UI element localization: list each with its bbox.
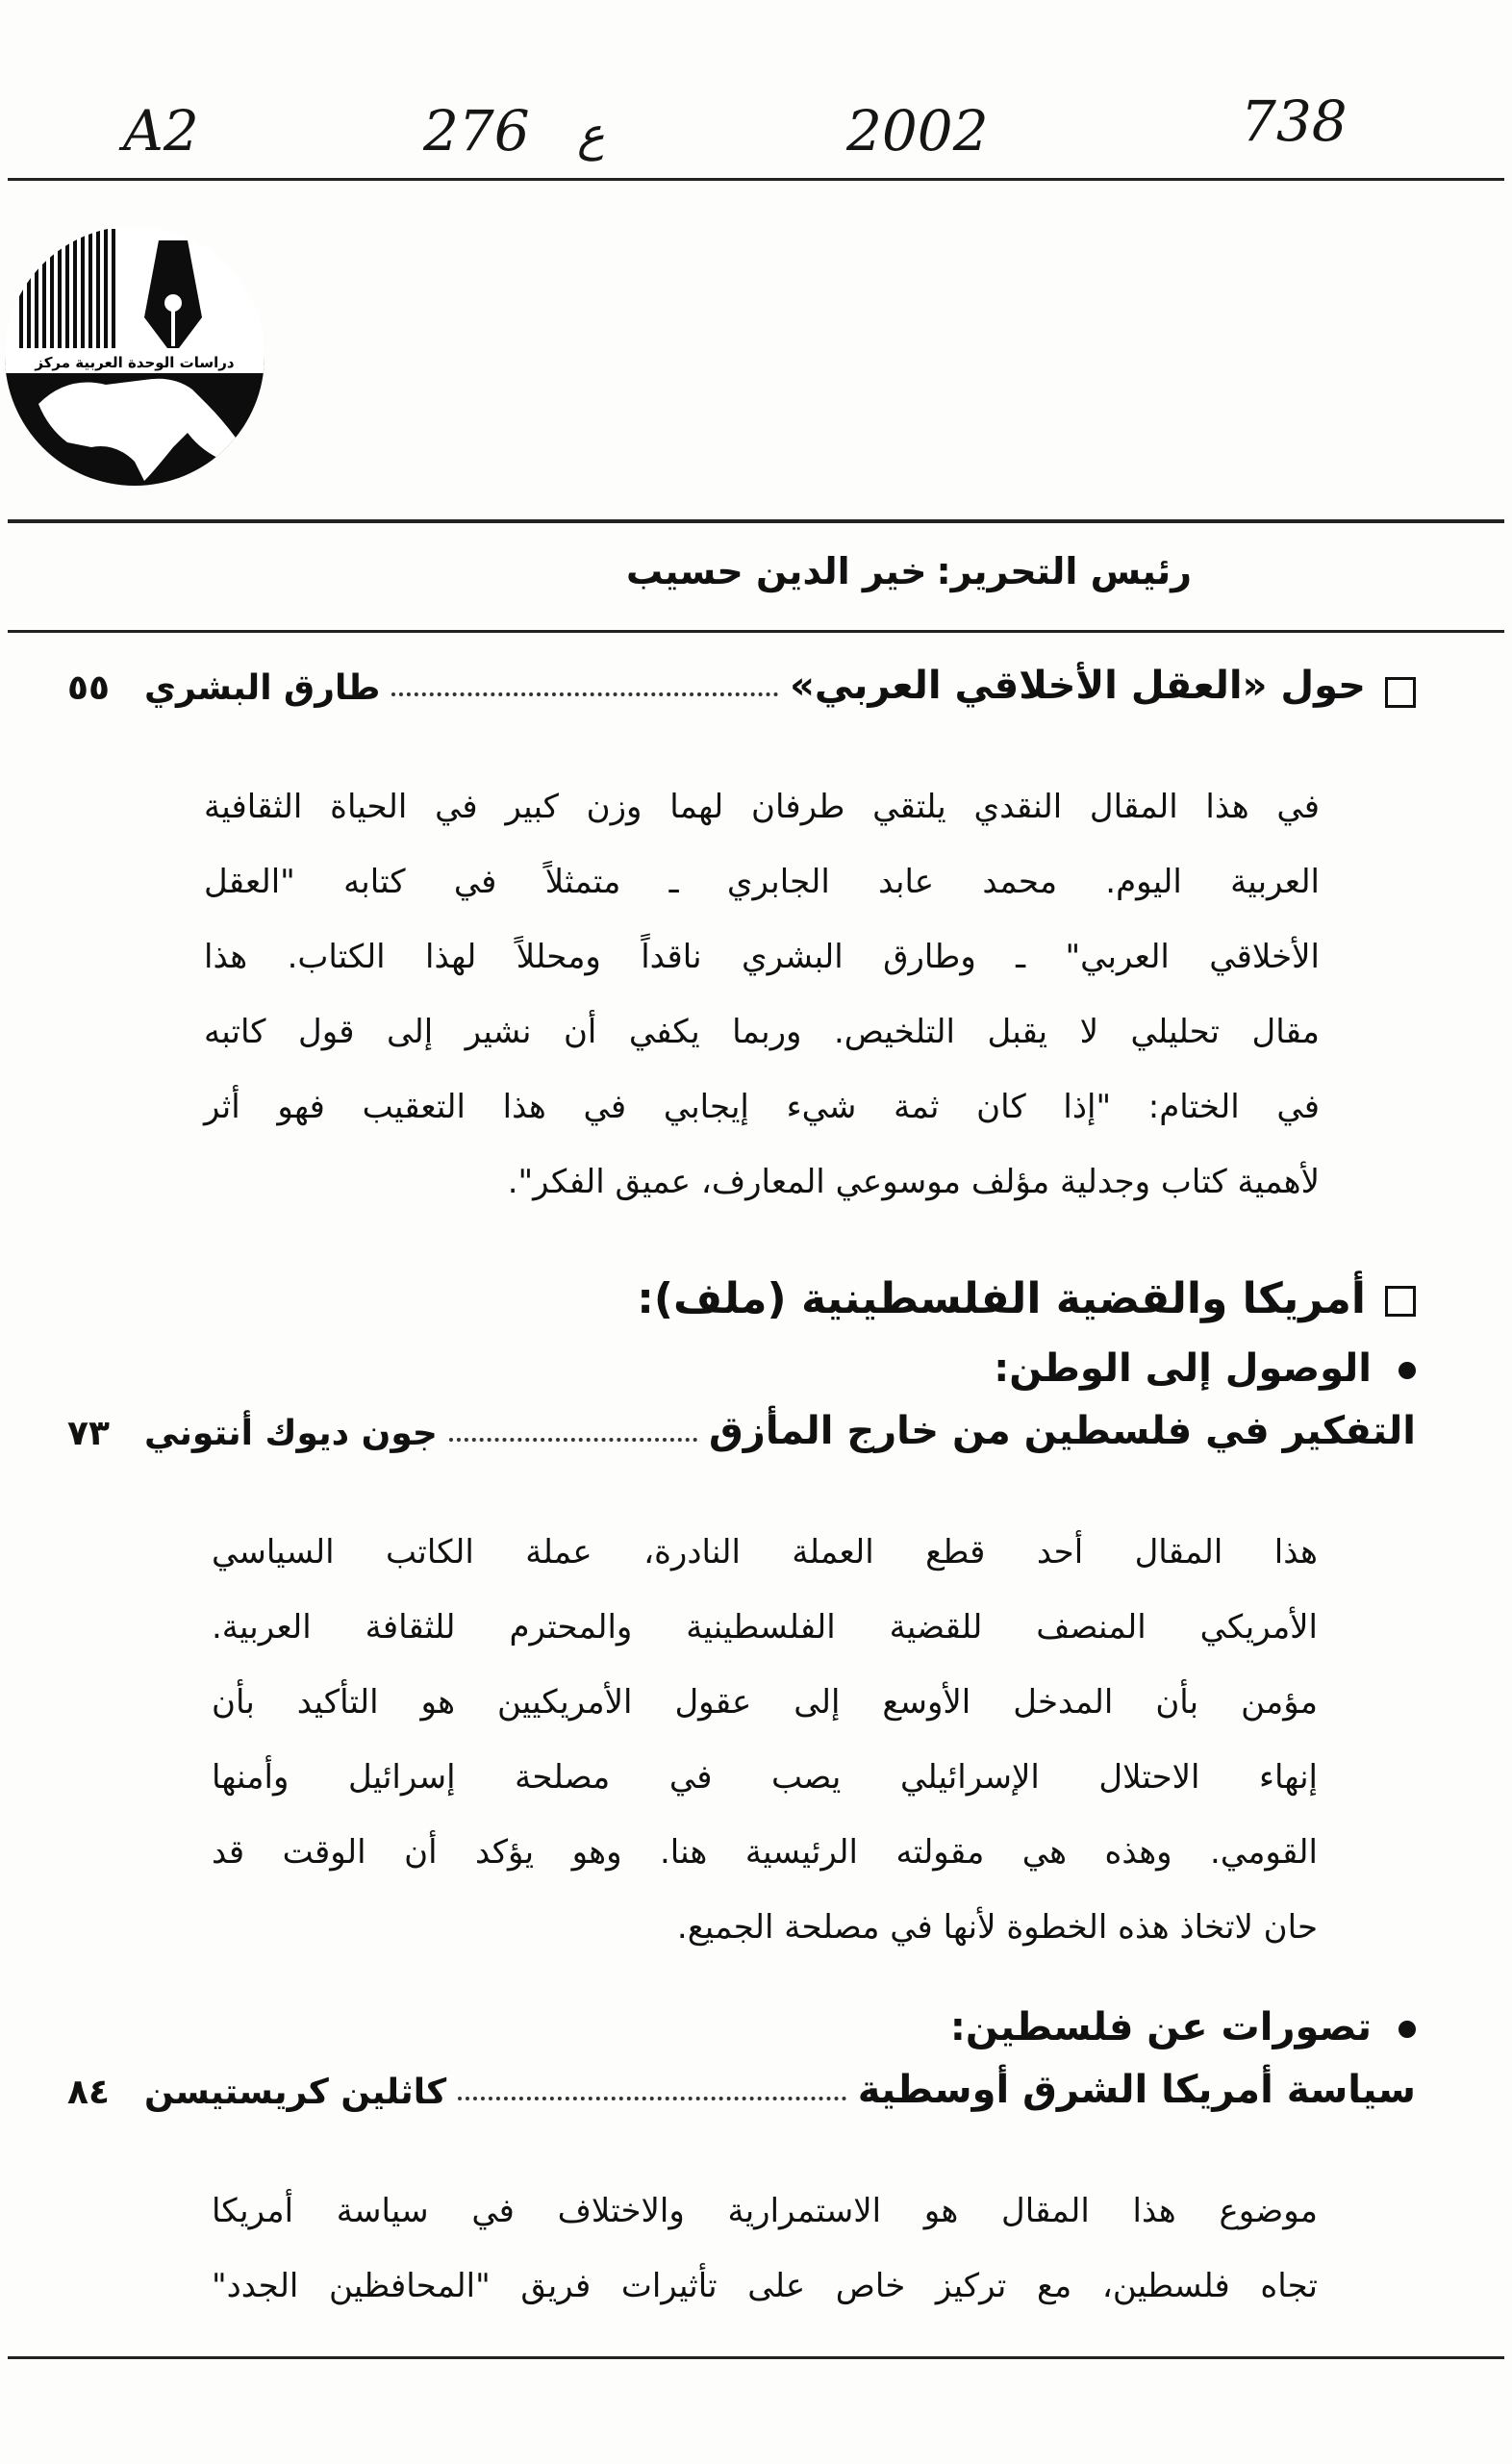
page-number: ٧٣ [67, 1414, 110, 1453]
summary-line: هذا المقال أحد قطع العملة النادرة، عملة الكاتب السياسي [212, 1533, 1318, 1571]
editor-name: خير الدين حسيب [625, 550, 927, 592]
editor-rule [8, 630, 1504, 633]
article-summary-2 [212, 1515, 1318, 1965]
leader-dots [449, 1438, 697, 1442]
handwritten-code: A2 [123, 98, 199, 163]
article-author: طارق البشري [143, 668, 381, 708]
summary-line: مقال تحليلي لا يقبل التلخيص. وربما يكفي أن نشير إلى قول كاتبه [204, 1013, 1320, 1051]
summary-line: موضوع هذا المقال هو الاستمرارية والاختلاف في سياسة أمريكا [212, 2192, 1318, 2230]
toc-entry-3 [67, 2068, 1416, 2112]
checkbox-icon [1385, 1286, 1416, 1317]
leader-dots [391, 692, 778, 696]
handwritten-year: 2002 [846, 98, 989, 163]
summary-line: مؤمن بأن المدخل الأوسع إلى عقول الأمريكيين هو التأكيد بأن [212, 1683, 1318, 1722]
bullet-icon [1399, 1362, 1416, 1379]
page-number: ٥٥ [67, 668, 110, 708]
summary-line: القومي. وهذه هي مقولته الرئيسية هنا. وهو يؤكد أن الوقت قد [212, 1833, 1318, 1872]
handwritten-letter: ع [577, 108, 605, 162]
article-author: كاثلين كريستيسن [143, 2073, 447, 2112]
article-summary-1 [204, 769, 1320, 1219]
publisher-logo [0, 212, 269, 505]
summary-line: الأمريكي المنصف للقضية الفلسطينية والمحترم للثقافة العربية. [212, 1608, 1318, 1647]
subhead-2: الوصول إلى الوطن: [994, 1346, 1416, 1391]
toc-entry-1 [67, 664, 1416, 708]
summary-line: العربية اليوم. محمد عابد الجابري ـ متمثلاً في كتابه "العقل [204, 863, 1320, 901]
summary-line: حان لاتخاذ هذه الخطوة لأنها في مصلحة الجميع. [676, 1908, 1318, 1947]
editor-in-chief [617, 550, 1192, 592]
bottom-rule [8, 2356, 1504, 2359]
summary-line: إنهاء الاحتلال الإسرائيلي يصب في مصلحة إسرائيل وأمنها [212, 1758, 1318, 1797]
summary-line: الأخلاقي العربي" ـ وطارق البشري ناقداً ومحللاً لهذا الكتاب. هذا [204, 938, 1320, 976]
leader-dots [458, 2097, 846, 2100]
header-underline [8, 178, 1504, 181]
top-rule [8, 519, 1504, 523]
editor-label: رئيس التحرير: [936, 550, 1192, 592]
handwritten-number: 276 [423, 98, 530, 163]
article-title: سياسة أمريكا الشرق أوسطية [857, 2068, 1416, 2112]
summary-line: في هذا المقال النقدي يلتقي طرفان لهما وزن كبير في الحياة الثقافية [204, 788, 1320, 826]
summary-line: تجاه فلسطين، مع تركيز خاص على تأثيرات فريق "المحافظين الجدد" [212, 2267, 1318, 2305]
article-title: التفكير في فلسطين من خارج المأزق [709, 1409, 1416, 1453]
toc-entry-2 [67, 1409, 1416, 1453]
article-summary-3 [212, 2174, 1318, 2324]
article-title: حول «العقل الأخلاقي العربي» [790, 664, 1366, 708]
handwritten-id: 738 [1241, 88, 1348, 154]
subhead-3: تصورات عن فلسطين: [950, 2005, 1416, 2049]
article-author: جون ديوك أنتوني [143, 1414, 438, 1453]
section-title: أمريكا والقضية الفلسطينية (ملف): [637, 1274, 1416, 1323]
logo-text: دراسات الوحدة العربية مركز [35, 354, 235, 371]
summary-line: لأهمية كتاب وجدلية مؤلف موسوعي المعارف، عميق الفكر". [507, 1163, 1320, 1201]
checkbox-icon [1385, 677, 1416, 708]
summary-line: في الختام: "إذا كان ثمة شيء إيجابي في هذا التعقيب فهو أثر [204, 1088, 1320, 1126]
page-number: ٨٤ [67, 2073, 110, 2112]
bullet-icon [1399, 2021, 1416, 2038]
